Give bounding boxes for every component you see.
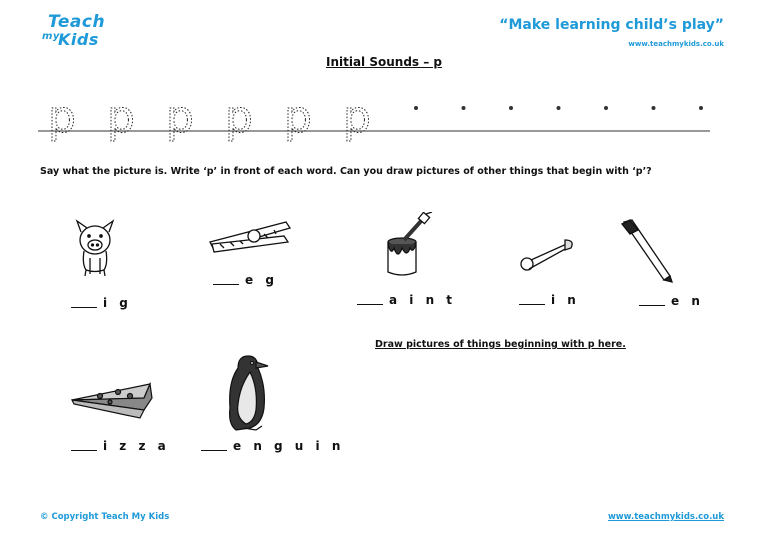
word-penguin <box>201 439 344 453</box>
word-pig <box>71 296 132 310</box>
answer-blank[interactable] <box>213 284 239 285</box>
trace-letter[interactable]: p <box>166 96 194 143</box>
word-paint <box>357 293 456 307</box>
trace-start-dot <box>699 106 703 110</box>
word-pizza <box>71 439 170 453</box>
drawing-prompt: Draw pictures of things beginning with p here. <box>375 339 626 350</box>
answer-blank[interactable] <box>71 307 97 308</box>
trace-start-dot <box>509 106 513 110</box>
answer-blank[interactable] <box>201 450 227 451</box>
word-rest: a i n t <box>389 293 457 307</box>
word-rest: i z z a <box>103 439 170 453</box>
word-rest: e g <box>245 273 278 287</box>
trace-letter[interactable]: p <box>284 96 312 143</box>
safety-pin-icon <box>517 236 577 274</box>
word-pin <box>519 293 580 307</box>
word-rest: e n <box>671 294 704 308</box>
pen-icon <box>618 218 676 284</box>
trace-start-dot <box>414 106 418 110</box>
answer-blank[interactable] <box>357 304 383 305</box>
instructions: Say what the picture is. Write ‘p’ in front of each word. Can you draw pictures of other things that begin with ‘p’? <box>40 166 652 177</box>
trace-start-dot <box>462 106 466 110</box>
logo-text-my: my <box>42 31 60 42</box>
answer-blank[interactable] <box>71 450 97 451</box>
trace-letter[interactable]: p <box>107 96 135 143</box>
trace-letter[interactable]: p <box>48 96 76 143</box>
word-rest: i n <box>551 293 580 307</box>
logo-text-kids: Kids <box>58 30 99 49</box>
penguin-icon <box>222 352 274 432</box>
word-rest: e n g u i n <box>233 439 345 453</box>
trace-letter[interactable]: p <box>225 96 253 143</box>
trace-start-dot <box>557 106 561 110</box>
teach-my-kids-logo <box>40 12 112 52</box>
trace-start-dot <box>604 106 608 110</box>
answer-blank[interactable] <box>519 304 545 305</box>
worksheet-title: Initial Sounds – p <box>325 55 442 69</box>
pizza-icon <box>70 380 154 424</box>
footer-copyright: © Copyright Teach My Kids <box>40 512 170 522</box>
header-website: www.teachmykids.co.uk <box>628 40 724 48</box>
word-rest: i g <box>103 296 132 310</box>
footer-website-link[interactable]: www.teachmykids.co.uk <box>607 512 724 522</box>
peg-icon <box>206 214 294 260</box>
paint-icon <box>382 212 436 278</box>
pig-icon <box>72 218 118 278</box>
logo-text-teach: Teach <box>48 12 106 32</box>
tagline: “Make learning child’s play” <box>499 17 724 33</box>
word-pen <box>639 294 704 308</box>
trace-start-dot <box>652 106 656 110</box>
trace-letter[interactable]: p <box>343 96 371 143</box>
answer-blank[interactable] <box>639 305 665 306</box>
word-peg <box>213 273 278 287</box>
letter-tracing-row <box>38 96 710 144</box>
